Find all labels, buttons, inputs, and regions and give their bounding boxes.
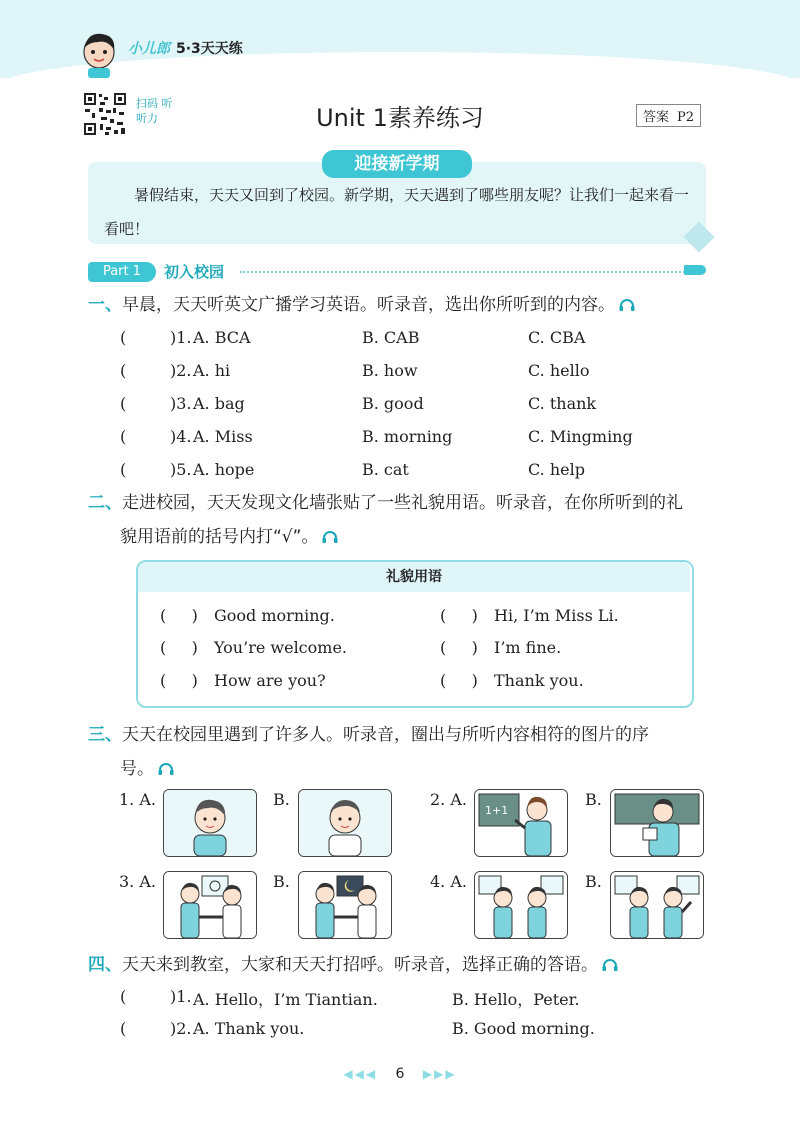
intro-text: 暑假结束，天天又回到了校园。新学期，天天遇到了哪些朋友呢？让我们一起来看一看吧！ xyxy=(104,186,690,238)
pen-icon xyxy=(684,265,706,275)
picture-2b-teacher[interactable] xyxy=(610,789,704,857)
q4-text: 天天来到教室，大家和天天打招呼。听录音，选择正确的答语。 xyxy=(122,955,598,975)
option-label: B. xyxy=(273,790,290,809)
q3-title-line2 xyxy=(120,752,740,786)
q3-number: 三、 xyxy=(88,725,122,745)
polite-expression: You’re welcome. xyxy=(214,638,347,657)
brand xyxy=(128,38,243,58)
q1-option-b: B. morning xyxy=(362,427,453,446)
check-paren[interactable]: ( ) xyxy=(160,638,198,657)
intro-banner: 迎接新学期 xyxy=(322,150,472,178)
q4-option-a: A. Hello，I’m Tiantian. xyxy=(193,990,378,1009)
kids-handshake-day-icon xyxy=(164,872,256,938)
picture-1b-boy[interactable] xyxy=(298,789,392,857)
q1-title xyxy=(88,288,708,322)
q1-option-c: C. thank xyxy=(528,394,597,413)
polite-expression: Hi, I’m Miss Li. xyxy=(494,606,619,625)
q1-item-index: )3. xyxy=(170,394,192,413)
board-text: 1+1 xyxy=(485,804,509,817)
qr-label: 扫码 听听力 xyxy=(136,97,173,125)
q2-text-line2: 貌用语前的括号内打“√”。 xyxy=(120,527,319,547)
q1-number: 一、 xyxy=(88,295,122,315)
q1-item-index: )2. xyxy=(170,361,192,380)
picture-2a-teacher[interactable] xyxy=(474,789,568,857)
q3-text-line2: 号。 xyxy=(120,759,154,779)
part-name: 初入校园 xyxy=(164,263,225,281)
kids-waving-icon xyxy=(475,872,567,938)
picture-1a-boy[interactable] xyxy=(163,789,257,857)
headphones-icon[interactable] xyxy=(322,531,338,543)
answer-label: 答案 xyxy=(643,110,670,125)
kids-handshake-night-icon xyxy=(299,872,391,938)
answer-paren[interactable]: ( xyxy=(120,328,127,347)
q1-text: 早晨，天天听英文广播学习英语。听录音，选出你所听到的内容。 xyxy=(122,295,615,315)
q3-title-line1 xyxy=(88,718,708,752)
q2-text-line1: 走进校园，天天发现文化墙张贴了一些礼貌用语。听录音，在你所听到的礼 xyxy=(122,493,683,513)
answer-paren[interactable]: ( xyxy=(120,460,127,479)
q1-option-a: A. BCA xyxy=(193,328,251,347)
polite-expression: Good morning. xyxy=(214,606,335,625)
polite-expression: Thank you. xyxy=(494,671,584,690)
picture-3b-night[interactable] xyxy=(298,871,392,939)
polite-box-title: 礼貌用语 xyxy=(138,562,690,592)
option-label: B. xyxy=(585,790,602,809)
answer-page: P2 xyxy=(677,110,695,125)
check-paren[interactable]: ( ) xyxy=(160,606,198,625)
page-title: Unit 1素养练习 xyxy=(316,104,484,132)
option-label: 2. A. xyxy=(430,790,467,809)
answer-paren[interactable]: ( xyxy=(120,361,127,380)
option-label: 1. A. xyxy=(119,790,156,809)
kids-greeting-icon xyxy=(611,872,703,938)
q4-option-a: A. Thank you. xyxy=(193,1019,305,1038)
check-paren[interactable]: ( ) xyxy=(160,671,198,690)
q1-item-index: )1. xyxy=(170,328,192,347)
q1-option-c: C. Mingming xyxy=(528,427,633,446)
q1-option-a: A. bag xyxy=(193,394,245,413)
q4-title xyxy=(88,948,708,982)
series-name: 5·3天天练 xyxy=(176,41,243,57)
option-label: B. xyxy=(585,872,602,891)
check-paren[interactable]: ( ) xyxy=(440,638,478,657)
q1-item-index: )5. xyxy=(170,460,192,479)
answer-paren[interactable]: ( xyxy=(120,987,127,1006)
part-tag: Part 1 xyxy=(88,262,156,282)
q1-option-c: C. hello xyxy=(528,361,590,380)
q3-text-line1: 天天在校园里遇到了许多人。听录音，圈出与所听内容相符的图片的序 xyxy=(122,725,649,745)
check-paren[interactable]: ( ) xyxy=(440,606,478,625)
q1-option-b: B. how xyxy=(362,361,418,380)
page-number xyxy=(0,1066,800,1082)
q4-option-b: B. Good morning. xyxy=(452,1019,595,1038)
next-arrows-icon: ▶▶▶ xyxy=(422,1067,457,1081)
option-label: 4. A. xyxy=(430,872,467,891)
man-teacher-icon xyxy=(611,790,703,856)
prev-arrows-icon: ◀◀◀ xyxy=(343,1067,378,1081)
q4-option-b: B. Hello，Peter. xyxy=(452,990,580,1009)
q1-option-a: A. hope xyxy=(193,460,255,479)
boy-portrait-icon xyxy=(164,790,256,856)
boy-portrait-icon xyxy=(299,790,391,856)
option-label: B. xyxy=(273,872,290,891)
q2-number: 二、 xyxy=(88,493,122,513)
check-paren[interactable]: ( ) xyxy=(440,671,478,690)
q1-option-c: C. CBA xyxy=(528,328,586,347)
q1-option-a: A. hi xyxy=(193,361,231,380)
option-label: 3. A. xyxy=(119,872,156,891)
answer-paren[interactable]: ( xyxy=(120,1019,127,1038)
headphones-icon[interactable] xyxy=(619,299,635,311)
q1-option-a: A. Miss xyxy=(193,427,253,446)
answer-paren[interactable]: ( xyxy=(120,394,127,413)
polite-expression: I’m fine. xyxy=(494,638,562,657)
picture-4b-waving[interactable] xyxy=(610,871,704,939)
q1-option-b: B. cat xyxy=(362,460,409,479)
q4-item-index: )2. xyxy=(170,1019,192,1038)
q4-number: 四、 xyxy=(88,955,122,975)
q2-title-line2 xyxy=(120,520,740,554)
brand-name: 小儿郎 xyxy=(128,41,170,57)
q1-option-c: C. help xyxy=(528,460,585,479)
mascot-boy-icon xyxy=(78,30,120,78)
teacher-at-board-icon xyxy=(475,790,567,856)
q1-option-b: B. CAB xyxy=(362,328,420,347)
q1-option-b: B. good xyxy=(362,394,424,413)
picture-4a-waving[interactable] xyxy=(474,871,568,939)
page-number-value: 6 xyxy=(395,1066,405,1082)
headphones-icon[interactable] xyxy=(602,959,618,971)
polite-expression: How are you? xyxy=(214,671,326,690)
headphones-icon[interactable] xyxy=(158,763,174,775)
answer-reference xyxy=(636,104,701,127)
part-divider xyxy=(240,271,688,273)
q4-item-index: )1. xyxy=(170,987,192,1006)
q2-title-line1 xyxy=(88,486,708,520)
q1-item-index: )4. xyxy=(170,427,192,446)
answer-paren[interactable]: ( xyxy=(120,427,127,446)
picture-3a-day[interactable] xyxy=(163,871,257,939)
